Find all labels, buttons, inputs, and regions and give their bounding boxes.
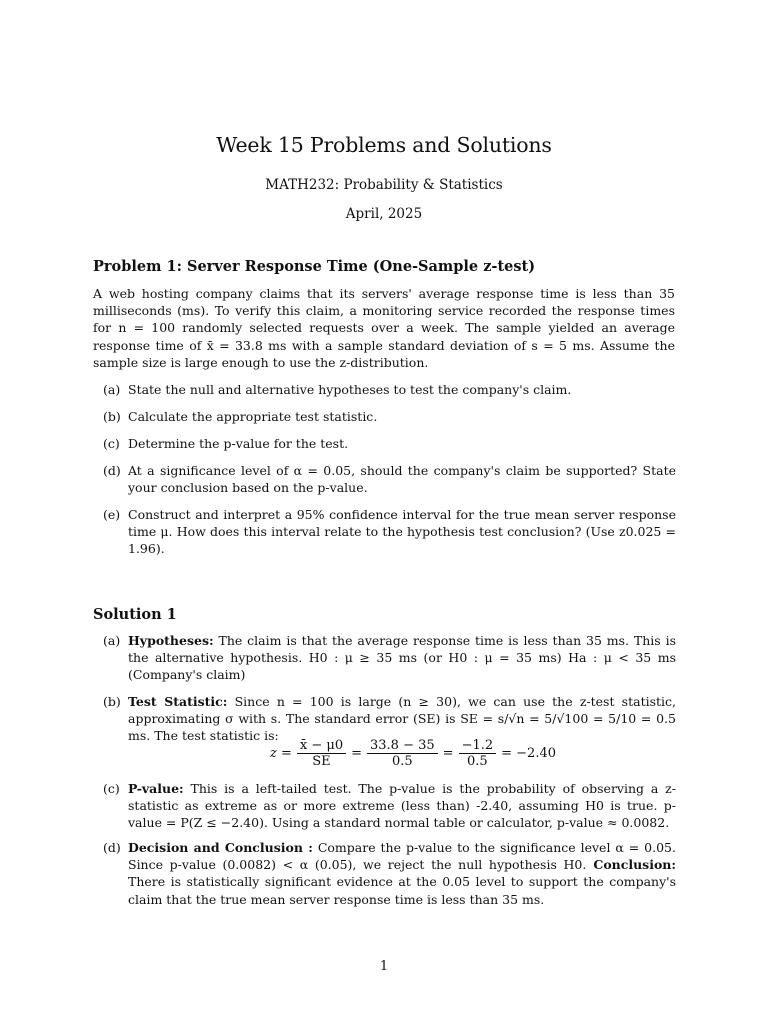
part-label: (a) [103,382,121,397]
eq-lhs: z = [270,746,292,761]
fraction-denominator: 0.5 [391,754,413,769]
problem-heading: Problem 1: Server Response Time (One-Sample z-test) [93,258,536,275]
fraction-denominator: SE [312,754,331,769]
part-label: (e) [103,507,121,522]
problem-part-a [103,381,676,398]
part-content: Since n = 100 is large (n ≥ 30), we can use the z-test statistic, approximating σ with s. The standard error (SE) is SE = s/√n = 5/√100 = 5/10 = 0.5 ms. The test statistic is: [128,694,676,744]
part-label: (d) [103,840,121,855]
problem-part-d [103,462,676,496]
part-text [128,839,676,908]
part-text: Determine the p-value for the test. [128,436,349,451]
test-statistic-equation [270,738,556,769]
course-name: MATH232: Probability & Statistics [265,177,503,193]
part-text [128,632,676,684]
document-date: April, 2025 [345,206,423,222]
fraction-numerator: 33.8 − 35 [367,738,438,754]
problem-part-b [103,408,676,425]
solution-part-d [103,839,676,908]
conclusion-bold-lead: Conclusion: [586,857,677,873]
page-number: 1 [379,959,389,974]
part-bold-lead: Hypotheses: [128,633,214,648]
eq-equals: = [351,746,362,761]
fraction-denominator: 0.5 [467,754,488,769]
eq-equals: = [442,746,454,761]
fraction-numerator: −1.2 [459,738,497,754]
part-text: Construct and interpret a 95% confidence interval for the true mean server response time μ. How does this interval relate to the hypothesis test conclusion? (Use z0.025 = 1.96). [128,507,676,557]
part-content: This is a left-tailed test. The p-value is the probability of observing a z-statistic as extreme as or more extreme (less than) -2.40, assuming H0 is true. p-value = P(Z ≤ −2.40). Using a standard normal table or calculator, p-value ≈ 0.0082. [128,781,676,831]
part-label: (c) [103,781,120,796]
part-label: (b) [103,694,121,709]
solution-part-a [103,632,676,684]
part-text: Calculate the appropriate test statistic. [128,409,378,424]
part-bold-lead: Test Statistic: [128,694,228,709]
fraction-substituted [367,738,438,769]
fraction-simplified [459,738,497,769]
problem-part-c [103,435,676,452]
eq-result: = −2.40 [501,746,557,761]
part-label: (a) [103,633,121,648]
page-title: Week 15 Problems and Solutions [216,133,552,157]
part-bold-lead: P-value: [128,781,184,796]
part-label: (d) [103,463,121,478]
part-text [128,780,676,832]
solution-heading: Solution 1 [93,606,177,623]
solution-part-c [103,780,676,832]
problem-part-e [103,506,676,558]
part-label: (b) [103,409,121,424]
fraction-numerator: x̄ − μ0 [297,738,346,754]
problem-statement: A web hosting company claims that its servers' average response time is less than 35 milliseconds (ms). To verify this claim, a monitoring service recorded the response times for n = 100 randomly selected requests over a week. The sample yielded an average response time of x̄ = 33.8 ms with a sample standard deviation of s = 5 ms. Assume the sample size is large enough to use the z-distribution. [93,286,675,370]
part-label: (c) [103,436,120,451]
part-text [128,693,676,745]
part-content: The claim is that the average response time is less than 35 ms. This is the alternative hypothesis. H0 : μ ≥ 35 ms (or H0 : μ = 35 ms) Ha : μ < 35 ms (Company's claim) [128,633,676,683]
part-text: State the null and alternative hypotheses to test the company's claim. [128,382,572,397]
part-text: At a significance level of α = 0.05, should the company's claim be supported? State your conclusion based on the p-value. [128,463,676,496]
solution-part-b [103,693,676,745]
conclusion-content: There is statistically significant evidence at the 0.05 level to support the company's claim that the true mean server response time is less than 35 ms. [128,874,676,907]
part-content: Compare the p-value to the significance level α = 0.05. Since p-value (0.0082) < α (0.05), we reject the null hypothesis H0. [128,840,676,873]
part-bold-lead: Decision and Conclusion : [128,840,313,855]
fraction-general [297,738,346,769]
